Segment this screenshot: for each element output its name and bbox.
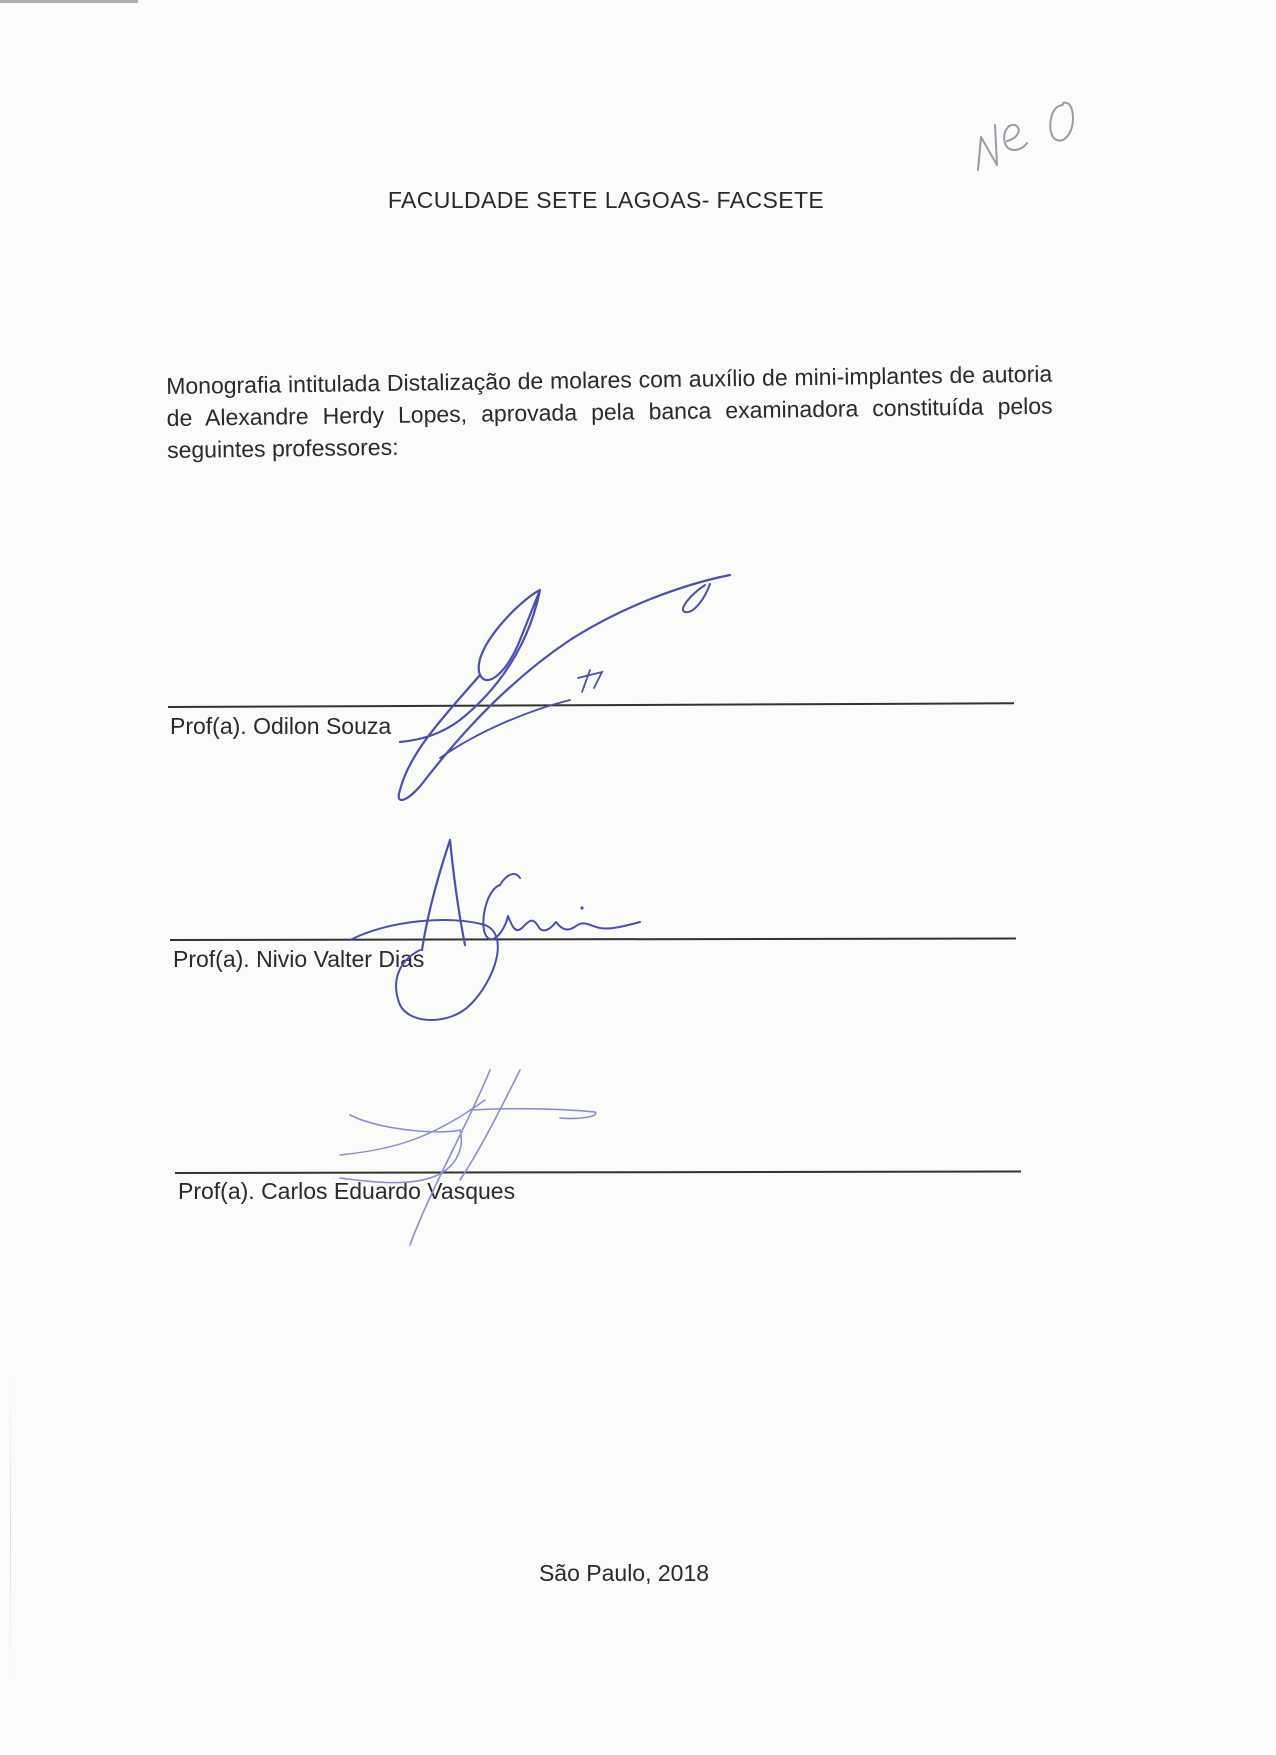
approval-text: Monografia intitulada Distalização de molares com auxílio de mini-implantes de autoria de Alexandre Herdy Lopes, aprovada pela banca examinadora constituída pelos seguintes professores:	[166, 360, 1053, 463]
examiner-name: Prof(a). Nivio Valter Dias	[173, 946, 425, 972]
scan-artifact	[10, 1380, 11, 1680]
handwritten-note	[975, 85, 1105, 185]
institution-title: FACULDADE SETE LAGOAS- FACSETE	[387, 187, 825, 213]
scan-artifact	[0, 0, 138, 3]
signature-odilon-souza	[330, 560, 750, 810]
examiner-name: Prof(a). Odilon Souza	[170, 713, 392, 739]
signature-carlos-eduardo-vasques	[310, 1060, 630, 1260]
place-date: São Paulo, 2018	[538, 1560, 710, 1586]
signature-nivio-valter-dias	[310, 830, 670, 1030]
examiner-name: Prof(a). Carlos Eduardo Vasques	[178, 1178, 516, 1204]
